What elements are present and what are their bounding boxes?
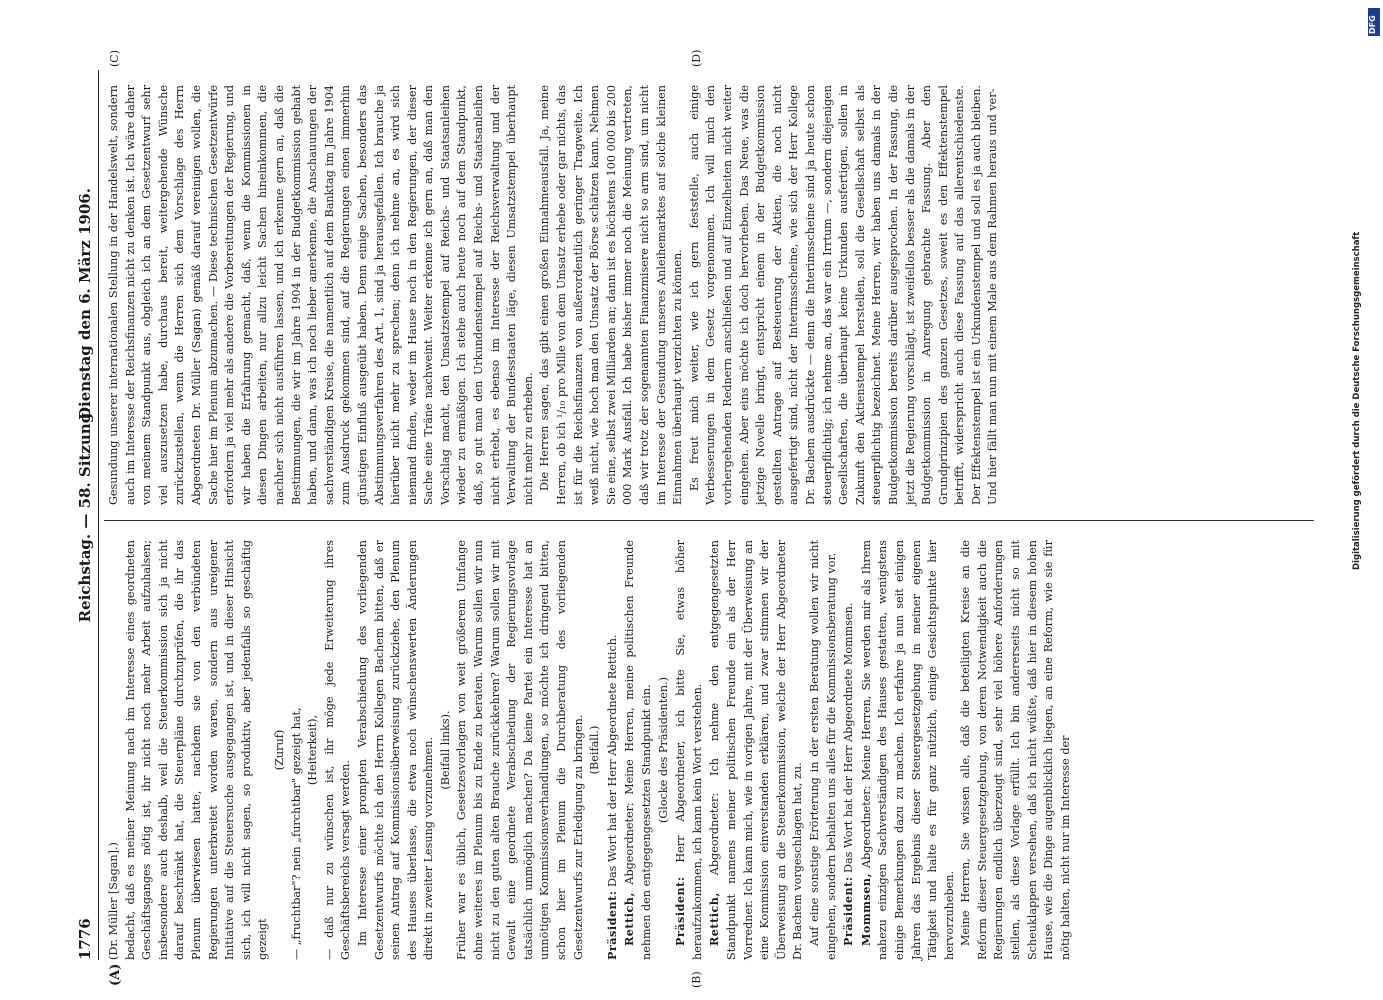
paragraph-text: (Beifall.) (588, 725, 602, 775)
paragraph-text: (Heiterkeit), (306, 714, 320, 786)
speaker-name: Rettich, (707, 892, 722, 946)
paragraph-text: Abgeordneter: Meine Herren, Sie werden mir als Ihrem nahezu einzigen Sachverständigen des Hauses gestatten, wenigstens einige Bemerkungen dazu zu machen. Ich erfahre ja nun seit einigen Jahren das Ergebnis dieser Steuergesetzgebung in meiner eigenen Tätigkeit und halte es für ganz nützlich, einige Gesichtspunkte hier hervorzuheben. (859, 539, 956, 960)
paragraph (322, 540, 355, 960)
paragraph-text: Abgeordneter: Meine Herren, meine politischen Freunde nehmen den entgegengesetzten Standpunkt ein. (623, 540, 653, 960)
paragraph (858, 540, 959, 960)
paragraph (305, 540, 322, 960)
paragraph (706, 540, 807, 960)
paragraph-text: Es freut mich weiter, wie ich gern feststelle, auch einige Verbesserungen in dem Gesetz vorgenommen. Ich will mich den vorhergehenden Rednern anschließen und auf Einzelheiten nicht weiter eingehen. Aber eins möchte ich doch hervorheben. Das Neue, was die jetzige Novelle bringt, entspricht einem in der Budgetkommission gestellten Antrage auf Besteuerung der Aktien, die noch nicht ausgefertigt sind, nicht der Interimsscheine, wie sich der Herr Kollege Dr. Bachem ausdrückte — denn die Interimsscheine sind ja heute schon steuerpflichtig; ich nehme an, das war ein Irrtum —, sondern diejenigen Gesellschaften, die überhaupt keine Urkunden ausfertigen, sollen in Zukunft den Aktienstempel herstellen, soll die Gesellschaft selbst als steuerpflichtig bezeichnet. Meine Herren, wir haben uns damals in der Budgetkommission bereits darüber ausgesprochen. In der Fassung, die jetzt die Regierung vorschlägt, ist zweifellos besser als die damals in der Budgetkommission in Anregung gebrachte Fassung. Aber den Grundprinzipien des ganzen Gesetzes, soweit es den Effektenstempel betrifft, widerspricht auch diese Fassung auf das allerentschiedenste. Der Effektenstempel ist ein Urkundenstempel und soll es ja auch bleiben. Und hier fällt man nun mit einem Male aus dem Rahmen heraus und ver- (687, 85, 1000, 505)
paragraph (604, 540, 622, 960)
dfg-logo (1368, 8, 1380, 36)
paragraph-text: Die Herren sagen, das gibt einen großen Einnahmeausfall. Ja, meine Herren, ob ich ¹/₁₀ pro Mille von dem Umsatz erhebe oder gar nichts, das ist für die Reichsfinanzen von außerordentlich geringer Tragweite. Ich weiß nicht, wie hoch man den Umsatz der Börse schätzen kann. Nehmen Sie eine, selbst zwei Milliarden an; dann ist es höchstens 100 000 bis 200 000 Mark Ausfall. Ich habe bisher immer noch die Meinung vertreten, daß wir trotz der sogenannten Finanzmisere nicht so arm sind, um nicht im Interesse der Gesundung unseres Anleihemarktes auf solche kleinen Einnahmen überhaupt verzichten zu können. (538, 85, 685, 505)
paragraph-text: Auf eine sonstige Erörterung in der ersten Beratung wollen wir nicht eingehen, sondern behalten uns alles für die Kommissionsberatung vor. (807, 540, 838, 960)
paragraph (438, 540, 455, 960)
paragraph (687, 85, 1002, 505)
paragraph (106, 540, 123, 960)
rotated-newspaper-page (70, 49, 1325, 988)
paragraph (656, 540, 673, 960)
paragraph (807, 540, 840, 960)
speaker-name: Präsident: (841, 876, 856, 946)
dfg-logo-text: DFG (1368, 15, 1377, 34)
margin-marker-b: (B) (690, 971, 703, 988)
paragraph (289, 540, 306, 960)
paragraph (454, 540, 587, 960)
paragraph (840, 540, 858, 960)
paragraph (672, 540, 706, 960)
paragraph (958, 540, 1074, 960)
paragraph-text: — daß nur zu wünschen ist, ihr möge jede Erweiterung ihres Geschäftsbereichs versagt werden. (322, 540, 353, 960)
session-title: Reichstag. — 58. Sitzung. (76, 407, 94, 623)
paragraph-text: (Zuruf) (272, 729, 286, 771)
left-text-column (106, 540, 1074, 960)
page-header (70, 70, 99, 960)
paragraph-text: (Dr. Müller [Sagan].) (107, 842, 120, 960)
margin-marker-c: (C) (108, 50, 121, 67)
right-text-column (106, 85, 1002, 505)
paragraph-text: (Beifall links). (438, 710, 452, 790)
paragraph (537, 85, 686, 505)
paragraph (123, 540, 272, 960)
speaker-name: Rettich, (622, 892, 637, 946)
margin-marker-d: (D) (690, 49, 703, 67)
paragraph (106, 85, 537, 505)
paragraph (355, 540, 438, 960)
paragraph-text: — „fruchtbar"? nein „furchtbar" gezeigt hat, (289, 707, 303, 960)
paragraph-text: Das Wort hat der Herr Abgeordnete Mommsen. (842, 602, 856, 873)
paragraph-text: (Glocke des Präsidenten.) (656, 677, 670, 824)
paragraph-text: Meine Herren, Sie wissen alle, daß die beteiligten Kreise an die Reform dieser Steuergesetzgebung, von deren Notwendigkeit auch die Regierungen endlich überzeugt sind, sehr viel höhere Anforderungen stellen, als diese Vorlage erfüllt. Ich bin andererseits nicht so mit Scheuklappen versehen, daß ich nicht wüßte, daß hier in diesem hohen Hause, wie die Dinge augenblicklich liegen, an eine Reform, wie sie für nötig halten, nicht nur im Interesse der (959, 540, 1072, 960)
paragraph-text: Das Wort hat der Herr Abgeordnete Rettich. (605, 634, 619, 887)
paragraph (587, 540, 604, 960)
session-date: Dienstag den 6. März 1906. (76, 188, 94, 420)
paragraph-text: Gesundung unserer internationalen Stellung in der Handelswelt, sondern auch im Interesse der Reichsfinanzen nicht zu denken ist. Ich wäre daher von meinem Standpunkt aus, obgleich ich an dem Gesetzentwurf sehr viel auszusetzen habe, durchaus bereit, weitergehende Wünsche zurückzustellen, wenn die Herren sich dem Vorschlage des Herrn Abgeordneten Dr. Müller (Sagan) gemäß darauf vereinigen wollen, die Sache hier im Plenum abzumachen. — Diese technischen Gesetzentwürfe erfordern ja viel mehr als andere die Vorbereitungen der Regierung, und wir haben die Erfahrung gemacht, daß, wenn die Kommissionen in diesen Dingen arbeiten, nur allzu leicht Sachen hineinkommen, die nachher sich nicht ausführen lassen, und ich erkenne gern an, daß die Bestimmungen, die wir im Jahre 1904 in der Budgetkommission gehabt haben, und dann, was ich noch lieber anerkenne, die Anschauungen der sachverständigen Kreise, die namentlich auf dem Banktag im Jahre 1904 zum Ausdruck gekommen sind, auf die Regierungen einen immerhin günstigen Einfluß ausgeübt haben. Denn einige Sachen, besonders das Abstimmungsverfahren des Art. 1, sind ja herausgefallen. Ich brauche ja hierüber nicht mehr zu sprechen; denn ich nehme an, es wird sich niemand finden, weder im Hause noch in den Regierungen, der dieser Sache eine Träne nachweint. Weiter erkenne ich gern an, daß man den Vorschlag macht, den Umsatzstempel auf Reichs- und Staatsanleihen wieder zu ermäßigen. Ich stehe auch heute noch auf dem Standpunkt, daß, so gut man den Urkundenstempel auf Reichs- und Staatsanleihen nicht erhebt, es ebenso im Interesse der Reichsverwaltung und der Verwaltung der Bundesstaaten läge, diesen Umsatzstempel überhaupt nicht mehr zu erheben. (107, 85, 535, 505)
digitization-credit-text: Digitalisierung gefördert durch die Deutsche Forschungsgemeinschaft (1352, 231, 1362, 570)
speaker-name: Präsident: (673, 876, 688, 946)
margin-marker-a: (A) (108, 963, 123, 986)
paragraph (272, 540, 289, 960)
page-number: 1776 (76, 918, 94, 960)
paragraph-text: Früher war es üblich, Gesetzesvorlagen von weit größerem Umfange ohne weiteres im Plenum bis zu Ende zu beraten. Warum sollen wir nun nicht zu den guten alten Brauche zurückkehren? Warum sollen wir mit Gewalt eine geordnete Verabschiedung der Regierungsvorlage tatsächlich unmöglich machen? Da keine Partei ein Interesse hat an unnötigen Kommissionsverhandlungen, so möchte ich dringend bitten, schon hier im Plenum die Durchberatung des vorliegenden Gesetzentwurfs zur Erledigung zu bringen. (455, 540, 585, 960)
paragraph-text: Abgeordneter: Ich nehme den entgegengesetzten Standpunkt namens meiner politischen Freunde ein als der Herr Vorredner. Ich kann mich, wie in vorigen Jahre, mit der Überweisung an eine Kommission einverstanden erklären, und zwar stimmen wir der Überweisung an die Steuerkommission, welche der Herr Abgeordneter Dr. Bachem vorgeschlagen hat, zu. (708, 540, 805, 960)
paragraph-text: Im Interesse einer prompten Verabschiedung des vorliegenden Gesetzentwurfs möchte ich den Herrn Kollegen Bachem bitten, daß er seinen Antrag auf Kommissionsüberweisung zurückziehe, den Plenum des Hauses überlasse, die etwa noch wünschenswerten Änderungen direkt in zweiter Lesung vorzunehmen. (355, 540, 436, 960)
column-divider (104, 520, 1314, 521)
paragraph-text: Herr Abgeordneter, ich bitte Sie, etwas höher heraufzukommen, ich kann kein Wort verstehen. (674, 540, 704, 960)
digitization-credit (1352, 10, 1366, 570)
paragraph (621, 540, 655, 960)
speaker-name: Präsident: (604, 890, 619, 960)
paragraph-text: bedacht, daß es meiner Meinung nach im Interesse eines geordneten Geschäftsganges nötig ist, ihr nicht noch mehr Arbeit aufzuhalsen; insbesondere auch deshalb, weil die Steuerkommission sich ja nicht darauf beschränkt hat, die Steuerpläne durchzuprüfen, die ihr das Plenum überwiesen hatte, nachdem sie von den verbündeten Regierungen unterbreitet worden waren, sondern aus ureigener Initiative auf die Steuersuche ausgegangen ist, und in dieser Hinsicht sich, ich will nicht sagen, so produktiv, aber jedenfalls so geschäftig gezeigt (123, 540, 270, 960)
speaker-name: Mommsen, (858, 873, 873, 946)
